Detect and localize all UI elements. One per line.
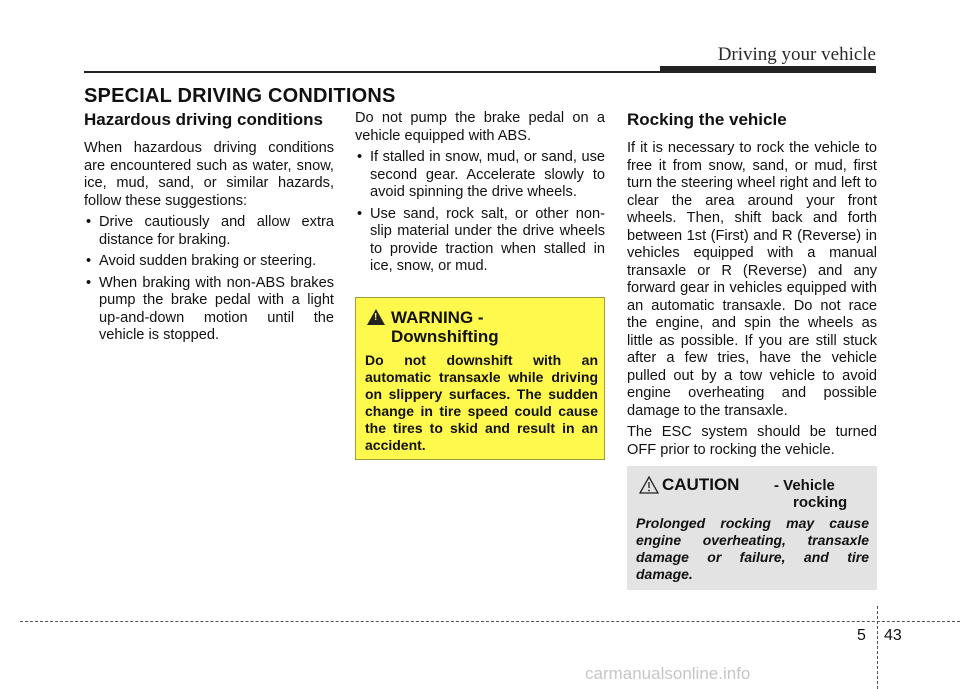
warning-title bbox=[391, 308, 499, 346]
footer-divider bbox=[877, 606, 878, 689]
page-number: 43 bbox=[884, 627, 902, 644]
hazardous-heading: Hazardous driving conditions bbox=[84, 110, 323, 129]
list-item: • Use sand, rock salt, or other non-slip material under the drive wheels to provide traction when stalled in ice, snow, or mud. bbox=[355, 206, 605, 276]
caution-subtitle-line2: rocking bbox=[793, 494, 848, 511]
column-hazardous bbox=[84, 110, 334, 349]
abs-text: Do not pump the brake pedal on a vehicle equipped with ABS. bbox=[355, 110, 605, 144]
header-title: Driving your vehicle bbox=[717, 44, 876, 65]
section-title: SPECIAL DRIVING CONDITIONS bbox=[84, 85, 396, 107]
header-rule-accent bbox=[660, 66, 876, 73]
warning-box bbox=[355, 297, 605, 460]
hazardous-intro: When hazardous driving conditions are encountered such as water, snow, ice, mud, sand, or similar hazards, follow these suggestions: bbox=[84, 140, 334, 209]
rocking-para2: The ESC system should be turned OFF prior to rocking the vehicle. bbox=[627, 424, 877, 458]
warning-title-line1: WARNING - bbox=[391, 308, 484, 327]
list-item: • Drive cautiously and allow extra distance for braking. bbox=[84, 214, 334, 249]
rocking-heading: Rocking the vehicle bbox=[627, 110, 787, 129]
caution-subtitle-line1: - Vehicle bbox=[774, 477, 835, 494]
caution-text: Prolonged rocking may cause engine overheating, transaxle damage or failure, and tire damage. bbox=[636, 515, 869, 582]
list-item: • Avoid sudden braking or steering. bbox=[84, 253, 334, 271]
rocking-para1: If it is necessary to rock the vehicle to free it from snow, sand, or mud, first turn the steering wheel right and left to clear the area around your front wheels. Then, shift back and forth between 1st (First) and R (Reverse) in vehicles equipped with a manual transaxle or R (Reverse) and any forward gear in vehicles equipped with an automatic transaxle. Do not race the engine, and spin the wheels as little as possible. If you are still stuck after a few tries, have the vehicle pulled out by a tow vehicle to avoid engine overheating and possible damage to the transaxle. bbox=[627, 140, 877, 419]
column-rocking bbox=[627, 110, 877, 463]
hazardous-list bbox=[84, 214, 334, 345]
caution-box bbox=[627, 466, 877, 590]
abs-list bbox=[355, 149, 605, 276]
warning-icon-mark: ! bbox=[374, 312, 378, 323]
page-chapter-number: 5 bbox=[857, 627, 866, 644]
footer-rule bbox=[20, 621, 960, 622]
caution-label: CAUTION bbox=[662, 475, 740, 494]
list-item: • When braking with non-ABS brakes pump the brake pedal with a light up-and-down motion until the vehicle is stopped. bbox=[84, 275, 334, 345]
warning-title-line2: Downshifting bbox=[391, 327, 499, 346]
list-item: • If stalled in snow, mud, or sand, use second gear. Accelerate slowly to avoid spinning the drive wheels. bbox=[355, 149, 605, 202]
watermark: carmanualsonline.info bbox=[585, 664, 751, 683]
column-abs bbox=[355, 110, 605, 280]
warning-text: Do not downshift with an automatic transaxle while driving on slippery surfaces. The sudden change in tire speed could cause the tires to skid and result in an accident. bbox=[365, 352, 598, 453]
caution-icon bbox=[639, 476, 659, 494]
